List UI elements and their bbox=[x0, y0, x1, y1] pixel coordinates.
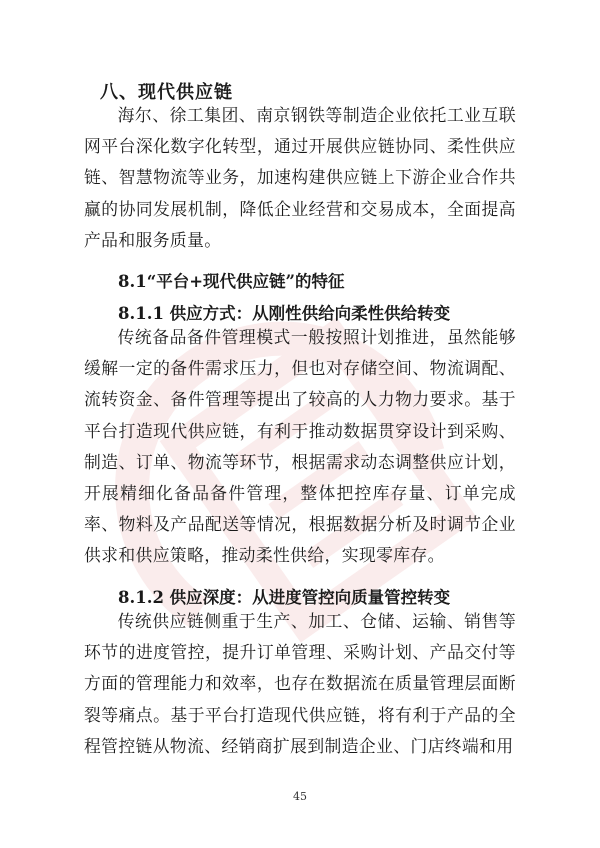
subsection-heading-8-1: 8.1“平台+现代供应链”的特征 bbox=[118, 272, 345, 291]
paragraph-intro: 海尔、徐工集团、南京钢铁等制造企业依托工业互联网平台深化数字化转型，通过开展供应链协同、柔性供应链、智慧物流等业务，加速构建供应链上下游企业合作共赢的协同发展机制，降低企业经营和交易成本，全面提高产品和服务质量。 bbox=[84, 105, 516, 250]
subsection-heading-8-1-1: 8.1.1 供应方式：从刚性供给向柔性供给转变 bbox=[118, 304, 451, 323]
section-title: 八、现代供应链 bbox=[100, 82, 233, 103]
subsection-heading-8-1-2: 8.1.2 供应深度：从进度管控向质量管控转变 bbox=[118, 588, 451, 607]
paragraph-supply-method: 传统备品备件管理模式一般按照计划推进，虽然能够缓解一定的备件需求压力，但也对存储空间、物流调配、流转资金、备件管理等提出了较高的人力物力要求。基于平台打造现代供应链，有利于推动数据贯穿设计到采购、制造、订单、物流等环节，根据需求动态调整供应计划，开展精细化备品备件管理，整体把控库存量、订单完成率、物料及产品配送等情况，根据数据分析及时调节企业供求和供应策略，推动柔性供给，实现零库存。 bbox=[84, 327, 516, 566]
page-number: 45 bbox=[293, 790, 307, 803]
paragraph-supply-depth: 传统供应链侧重于生产、加工、仓储、运输、销售等环节的进度管控，提升订单管理、采购计划、产品交付等方面的管理能力和效率，也存在数据流在质量管理层面断裂等痛点。基于平台打造现代供应链，将有利于产品的全程管控链从物流、经销商扩展到制造企业、门店终端和用 bbox=[84, 611, 516, 756]
